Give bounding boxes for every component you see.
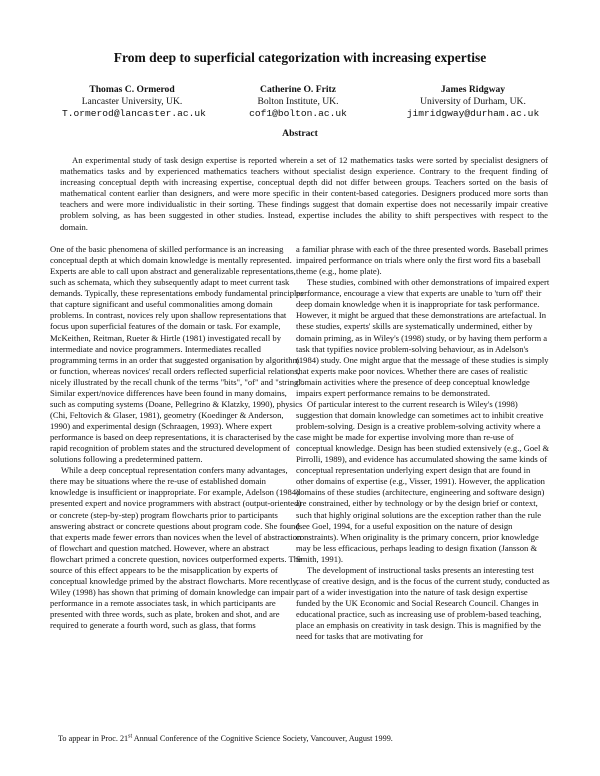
- footnote: [58, 734, 393, 743]
- body-paragraph: a familiar phrase with each of the three presented words. Baseball primes impaired performance on trials where only the first word fits a baseball theme (e.g., home plate).: [296, 244, 548, 277]
- author-name: Thomas C. Ormerod: [89, 84, 175, 95]
- body-column-left: [50, 244, 304, 631]
- abstract-heading: Abstract: [282, 128, 318, 139]
- author-email: T.ormerod@lancaster.ac.uk: [62, 108, 206, 119]
- author-name: Catherine O. Fritz: [260, 84, 336, 95]
- footnote-ordinal: st: [128, 733, 133, 740]
- footnote-text-rest: Annual Conference of the Cognitive Science Society, Vancouver, August 1999.: [132, 734, 393, 743]
- body-paragraph: Of particular interest to the current research is Wiley's (1998) suggestion that domain knowledge can sometimes act to inhibit creative problem-solving. Design is a creative problem-solving activity where a case might be made for expertise involving more than re-use of conceptual knowledge. Design has been studied extensively (e.g., Goel & Pirrolli, 1989), and evidence has accumulated showing the same kinds of conceptual representation underlying expert design that are found in other domains of expertise (e.g., Visser, 1991). However, the application domains of these studies (architecture, engineering and software design) are constrained, either by technology or by the design brief or context, such that highly original solutions are the exception rather than the rule (see Goel, 1994, for a useful exposition on the nature of design constraints). When originality is the primary concern, prior knowledge may be less efficacious, perhaps leading to design fixation (Jansson & Smith, 1991).: [296, 398, 550, 564]
- paper-title: From deep to superficial categorization with increasing expertise: [113, 50, 487, 65]
- author-email: cof1@bolton.ac.uk: [249, 108, 347, 119]
- author-affiliation: University of Durham, UK.: [420, 96, 526, 107]
- author-block: [388, 84, 558, 120]
- author-block: [62, 84, 206, 120]
- footnote-text: To appear in Proc. 21: [58, 734, 129, 743]
- body-paragraph: While a deep conceptual representation confers many advantages, there may be situations where the re-use of established domain knowledge is insufficient or inappropriate. For example, Adelson (1984) presented expert and novice programmers with abstract (output-oriented) or concrete (step-by-step) program flowcharts prior to participants answering abstract or concrete questions about program code. She found that experts made fewer errors than novices when the level of abstraction of flowchart and question matched. However, where an abstract flowchart primed a concrete question, novices outperformed experts. The source of this effect appears to be the misapplication by experts of conceptual knowledge primed by the abstract flowcharts. More recently, Wiley (1998) has shown that priming of domain knowledge can impair performance in a remote associates task, in which participants are presented with three words, such as plate, broken and shot, and are required to generate a fourth word, such as glass, that forms: [50, 465, 302, 631]
- author-affiliation: Bolton Institute, UK.: [257, 96, 339, 107]
- body-paragraph: The development of instructional tasks presents an interesting test case of creative design, and is the focus of the current study, conducted as part of a wider investigation into the nature of task design expertise funded by the UK Economic and Social Research Council. Changes in educational practice, such as increasing use of problem-based teaching, place an emphasis on creativity in task design. This is magnified by the need for tasks that are motivating for: [296, 564, 550, 642]
- body-paragraph: One of the basic phenomena of skilled performance is an increasing conceptual depth at which domain knowledge is mentally represented. Experts are able to call upon abstract and generalizable representations, such as schemata, which they subsequently adapt to meet current task demands. Typically, these representations embody fundamental principles that capture significant and useful commonalities among domain problems. In contrast, novices rely upon shallow representations that focus upon superficial features of the domain or task. For example, McKeithen, Reitman, Rueter & Hirtle (1981) investigated recall by intermediate and novice programmers. Intermediates recalled programming terms in an order that suggested organisation by algorithm or function, whereas novices' recall orders reflected superficial relations, nicely illustrated by the recall chunk of the terms "bits", "of" and "string". Similar expert/novice differences have been found in many domains, such as computing systems (Doane, Pellegrino & Klatzky, 1990), physics (Chi, Feltovich & Glaser, 1981), geometry (Koedinger & Anderson, 1990) and experimental design (Schraagen, 1993). Where expert performance is based on deep representations, it is characterised by the rapid recognition of problem states and the structured development of solutions following a predetermined pattern.: [50, 244, 304, 465]
- author-block: [228, 84, 368, 120]
- author-email: jimridgway@durham.ac.uk: [406, 108, 540, 119]
- body-column-right: [296, 244, 550, 642]
- author-name: James Ridgway: [440, 84, 506, 95]
- body-paragraph: These studies, combined with other demonstrations of impaired expert performance, encourage a view that experts are unable to 'turn off' their deep domain knowledge when it is inappropriate for task performance. However, it might be argued that these demonstrations are artefactual. In these studies, experts' skills are systematically undermined, either by domain priming, as in Wiley's (1998) study, or by having them perform a task that typifies novice problem-solving behaviour, as in Adelson's (1984) study. One might argue that the message of these studies is simply that experts make poor novices. Whether there are cases of realistic domain activities where the presence of deep conceptual knowledge impairs expert performance remains to be demonstrated.: [296, 277, 550, 398]
- author-affiliation: Lancaster University, UK.: [81, 96, 183, 107]
- abstract-text: An experimental study of task design expertise is reported wherein a set of 12 mathematics tasks were sorted by specialist designers of mathematics tasks and by experienced mathematics teachers without specialist design experience. Contrary to the frequent finding of increasing conceptual depth with increasing expertise, conceptual depth did not differ between groups. Teachers sorted on the basis of mathematical content earlier than designers, and were more specific in their content-based categories. Designers produced more sorts than teachers and were more individualistic in their sorting. These findings suggest that domain expertise does not necessarily impair creative problem solving, as has been suggested in other studies. Instead, expertise includes the ability to shift perspectives with respect to the domain.: [60, 155, 548, 232]
